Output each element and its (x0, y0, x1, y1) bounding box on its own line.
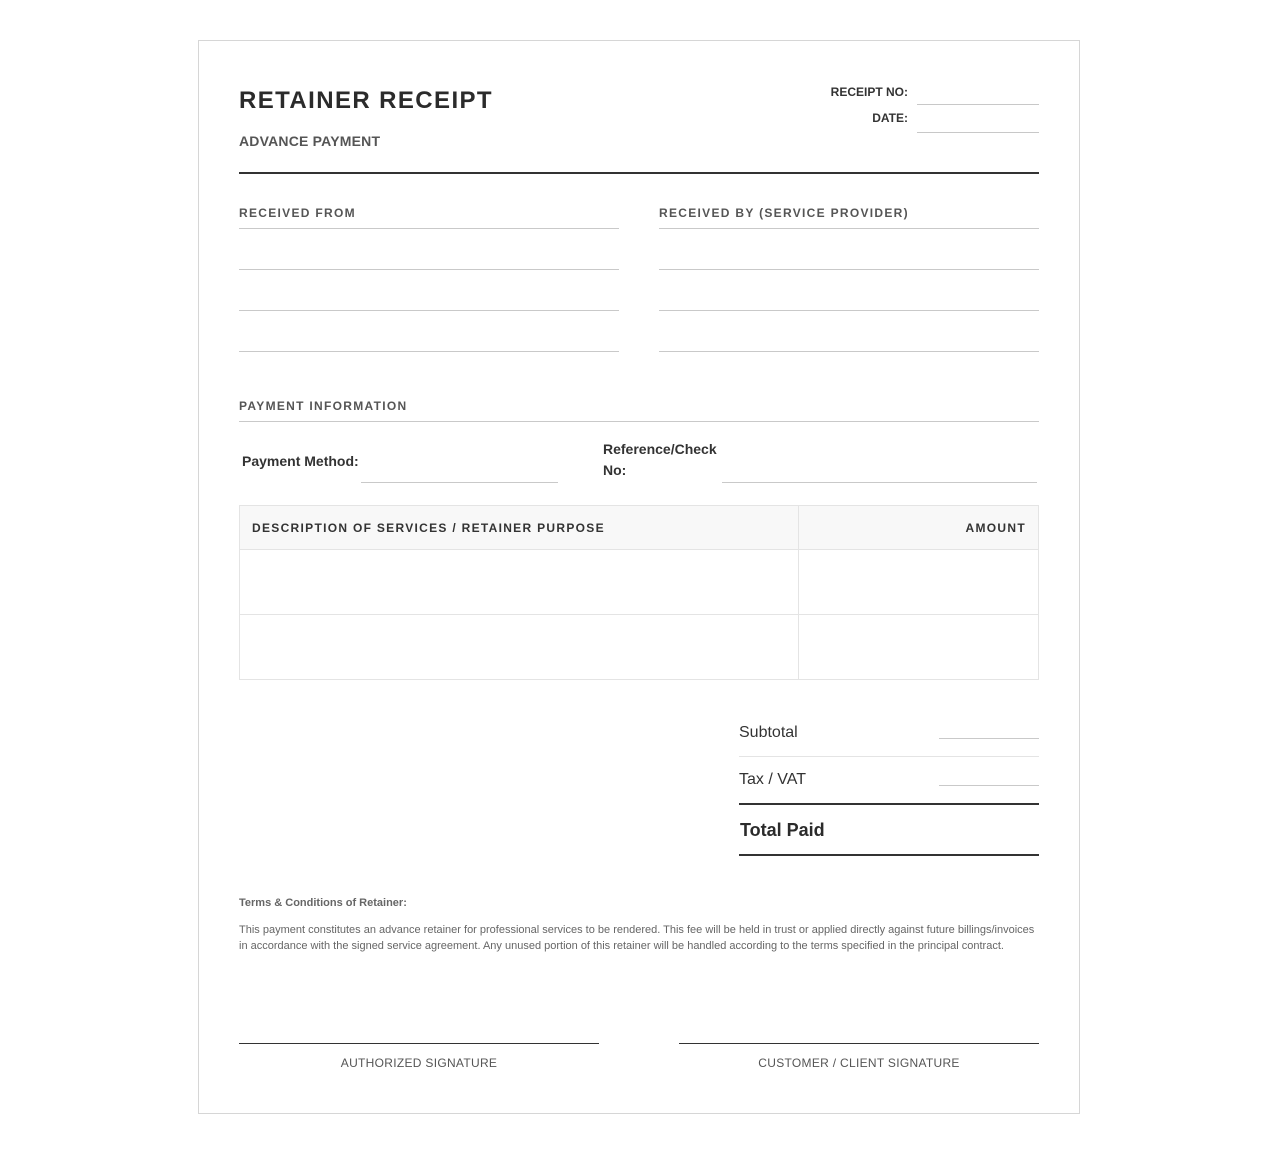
receipt-no-label: RECEIPT NO: (830, 85, 908, 99)
terms-body: This payment constitutes an advance retainer for professional services to be rendered. This fee will be held in trust or applied directly against future billings/invoices in accordance with the signed service agreement. Any unused portion of this retainer will be handled according to the terms specified in the principal contract. (239, 924, 1035, 952)
authorized-signature-label: AUTHORIZED SIGNATURE (340, 1056, 498, 1070)
received-from-line-3[interactable] (239, 351, 619, 352)
payment-info-underline (239, 421, 1039, 422)
reference-field[interactable] (722, 482, 1037, 483)
subtotal-divider (739, 756, 1039, 757)
received-by-line-2[interactable] (659, 310, 1039, 311)
amount-cell[interactable] (799, 550, 1039, 615)
receipt-no-field[interactable] (917, 104, 1039, 105)
reference-label (603, 439, 717, 481)
header-divider (239, 172, 1039, 174)
total-bottom-rule (739, 854, 1039, 856)
payment-method-label: Payment Method: (242, 453, 359, 469)
page-title: RETAINER RECEIPT (239, 87, 493, 114)
description-cell[interactable] (240, 550, 799, 615)
total-top-rule (739, 803, 1039, 805)
received-from-label: RECEIVED FROM (239, 206, 356, 220)
terms-title: Terms & Conditions of Retainer: (239, 897, 407, 909)
table-row (240, 615, 1039, 680)
reference-label-line2: No: (603, 462, 627, 478)
received-from-underline (239, 228, 619, 229)
payment-info-label: PAYMENT INFORMATION (239, 399, 408, 413)
tax-label: Tax / VAT (739, 771, 806, 788)
page-subtitle: ADVANCE PAYMENT (239, 133, 381, 149)
amount-header: AMOUNT (799, 506, 1039, 550)
received-by-label: RECEIVED BY (SERVICE PROVIDER) (659, 206, 909, 220)
table-header-row (240, 506, 1039, 550)
tax-field[interactable] (939, 785, 1039, 786)
authorized-signature-line[interactable] (239, 1043, 599, 1044)
received-by-underline (659, 228, 1039, 229)
table-row (240, 550, 1039, 615)
amount-cell[interactable] (799, 615, 1039, 680)
subtotal-label: Subtotal (739, 724, 798, 741)
services-table (239, 505, 1039, 680)
customer-signature-label: CUSTOMER / CLIENT SIGNATURE (758, 1056, 960, 1070)
description-cell[interactable] (240, 615, 799, 680)
received-by-line-1[interactable] (659, 269, 1039, 270)
reference-label-line1: Reference/Check (603, 441, 717, 457)
received-from-line-1[interactable] (239, 269, 619, 270)
date-label: DATE: (872, 111, 908, 125)
payment-method-field[interactable] (361, 482, 558, 483)
received-from-line-2[interactable] (239, 310, 619, 311)
date-field[interactable] (917, 132, 1039, 133)
subtotal-field[interactable] (939, 738, 1039, 739)
customer-signature-line[interactable] (679, 1043, 1039, 1044)
total-paid-label: Total Paid (740, 820, 825, 840)
description-header: DESCRIPTION OF SERVICES / RETAINER PURPOSE (240, 506, 799, 550)
received-by-line-3[interactable] (659, 351, 1039, 352)
receipt-page (198, 40, 1080, 1114)
